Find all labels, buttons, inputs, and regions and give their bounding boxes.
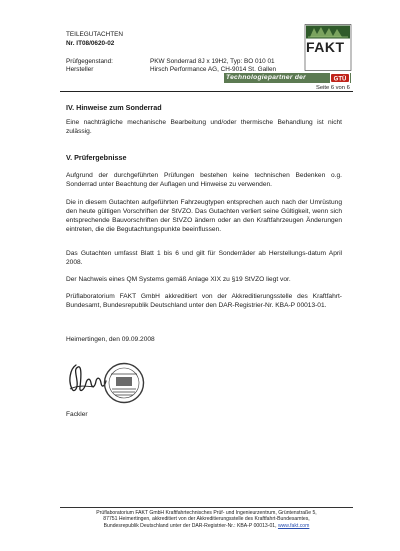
section-4-heading: IV. Hinweise zum Sonderrad [66,103,162,112]
result-paragraph-2: Die in diesem Gutachten aufgeführten Fahrzeugtypen entsprechen auch nach der Umrüstung den heute gültigen Vorschriften der StVZO. Das Gutachten verliert seine Gültigkeit, wenn sich entsprechende Bauvorschriften der StVZO ändern oder an den Kraftfahrzeugen Änderungen eintreten, die die Begutachtungspunkte beeinflussen. [66,199,342,233]
footer-divider [60,507,353,508]
footer-line-2: 87751 Heimertingen, akkreditiert von der Akkreditierungsstelle des Kraftfahrt-Bundesamtes, [103,516,310,523]
signature-image [64,359,108,399]
place-date: Heimertingen, den 09.09.2008 [66,336,155,343]
section-4-text: Eine nachträgliche mechanische Bearbeitung und/oder thermische Behandlung ist nicht zulässig. [66,119,342,135]
subject-value: PKW Sonderrad 8J x 19H2, Typ: BO 010 01 [150,58,275,65]
result-paragraph-3: Das Gutachten umfasst Blatt 1 bis 6 und gilt für Sonderräder ab Herstellungs-datum April 2008. [66,250,342,266]
partner-text: Technologiepartner der [226,74,306,81]
logo-text: FAKT [306,39,345,55]
result-paragraph-5: Prüflaboratorium FAKT GmbH akkreditiert von der Akkreditierungsstelle des Kraftfahrt-Bundesamt, Bundesrepublik Deutschland unter den DAR-Registrier-Nr. KBA-P 00013-01. [66,293,342,309]
report-title: TEILEGUTACHTEN [66,31,124,38]
footer-line-3-wrap [60,523,353,529]
footer-line-3: Bundesrepublik Deutschland unter der DAR-Registrier-Nr.: KBA-P 00013-01, [103,522,277,529]
result-paragraph-4: Der Nachweis eines QM Systems gemäß Anlage XIX zu §19 StVZO liegt vor. [66,276,291,283]
section-5-heading: V. Prüfergebnisse [66,153,127,162]
manufacturer-value: Hirsch Performance AG, CH-9014 St. Gallen [150,66,277,73]
footer [60,510,353,529]
result-paragraph-1: Aufgrund der durchgeführten Prüfungen bestehen keine technischen Bedenken o.g. Sonderrad unter Beachtung der Auflagen und Hinweise zu verwenden. [66,172,342,188]
footer-line-1: Prüflaboratorium FAKT GmbH Kraftfahrtechnisches Prüf- und Ingenieurzentrum, Grüntenstraße 5, [96,510,317,516]
signer-name: Fackler [66,411,88,418]
website-link[interactable]: www.fakt.com [277,522,310,529]
manufacturer-label: Hersteller [66,66,94,73]
header-divider [60,91,353,92]
official-stamp-icon [103,362,145,404]
gtue-logo-text: GTÜ [333,75,347,82]
subject-label: Prüfgegenstand: [66,58,113,65]
report-number: Nr. IT08/0620-02 [66,39,115,47]
gtue-logo-icon [330,73,350,83]
page-indicator: Seite 6 von 6 [316,84,350,91]
